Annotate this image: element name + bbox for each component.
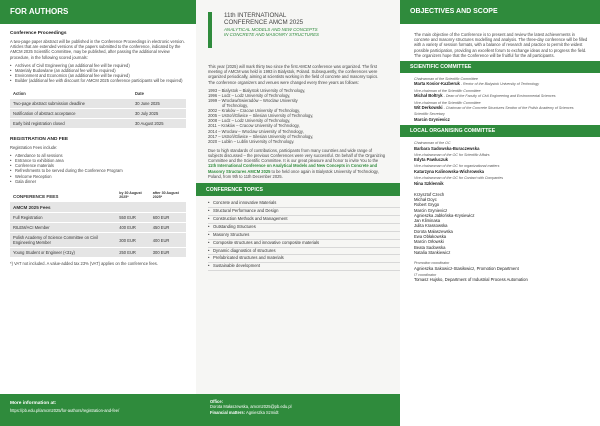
list-item: Natalia Stankiewicz bbox=[414, 249, 451, 255]
table-row bbox=[10, 119, 186, 128]
for-authors-header: FOR AUTHORS bbox=[0, 0, 196, 24]
table-header: Action bbox=[13, 90, 26, 96]
committees-column bbox=[400, 0, 600, 426]
table-cell: 400 EUR bbox=[116, 223, 150, 232]
list-item: • Outstanding Structures bbox=[208, 224, 400, 232]
table-row bbox=[10, 233, 186, 247]
table-cell: 30 June 2025 bbox=[132, 99, 186, 108]
footer-more-info-label: More information at: bbox=[10, 401, 57, 406]
member-name: Tomasz Hujsko, Department of Industrial Process Automation bbox=[414, 277, 528, 283]
promotion-coordinator bbox=[414, 261, 588, 271]
list-item: Beata Sadowska bbox=[414, 244, 446, 250]
list-item: • Composite structures and innovative composite materials bbox=[208, 240, 400, 248]
list-item: Agnieszka Jabłońska-Krysiewicz bbox=[414, 212, 475, 218]
table-cell: 600 EUR bbox=[150, 213, 186, 222]
member-name: Agnieszka Sakowicz-Stasiłowicz, Promotion Department bbox=[414, 265, 519, 271]
list-item: Jan Kliminasa bbox=[414, 218, 441, 224]
member-role: Vice-chairwoman of the OC for Scientific Affairs bbox=[414, 152, 490, 157]
member-role: IT coordinator bbox=[414, 272, 437, 277]
list-item: Robert Grygo bbox=[414, 202, 440, 208]
scientific-committee-header: SCIENTIFIC COMMITTEE bbox=[400, 61, 600, 73]
conference-proceedings-title: Conference Proceedings bbox=[10, 31, 67, 36]
list-item: Julita Krassowska bbox=[414, 223, 448, 229]
organising-member bbox=[414, 164, 588, 174]
organising-committee-header: LOCAL ORGANISING COMMITTEE bbox=[400, 125, 600, 137]
table-row bbox=[10, 213, 186, 222]
financial-contact: Agnieszka Szmidt bbox=[245, 409, 279, 415]
registration-title: REGISTRATION AND FEE bbox=[10, 136, 69, 142]
list-item: 2005 – Ustroń/Gliwice – Silesian University of Technology, bbox=[208, 113, 314, 119]
list-item: Marcin Orłowski bbox=[414, 239, 444, 245]
list-item: • Builder (additional fee with discount for AMCM 2025 conference participants will be required) bbox=[10, 78, 186, 83]
invitation-text bbox=[208, 148, 386, 179]
fees-table bbox=[10, 188, 186, 258]
conference-info-column bbox=[196, 0, 400, 426]
member-name: Nina Szklennik bbox=[414, 180, 444, 186]
table-header: by 30 August 2025* bbox=[119, 191, 142, 200]
invitation-part-2: to be held once again in Bialystok University of Technology, Poland, from 9th to 11th December 2025. bbox=[208, 168, 379, 179]
list-item: Marcin Grynievicz bbox=[414, 207, 448, 213]
table-cell: 450 EUR bbox=[150, 223, 186, 232]
list-item: Michał Doyc bbox=[414, 197, 437, 202]
list-item: 1993 – Bialystok – Bialystok University of Technology, bbox=[208, 87, 306, 93]
office-label: Office: bbox=[210, 399, 223, 404]
for-authors-footer bbox=[0, 394, 196, 426]
member-role: Vice-chairman of the Scientific Committee bbox=[414, 100, 481, 105]
table-cell: 300 EUR bbox=[150, 248, 186, 257]
organising-member bbox=[414, 176, 588, 186]
list-item: • Entrance to exhibition area bbox=[10, 158, 186, 163]
title-line-1: 11th INTERNATIONAL bbox=[224, 12, 287, 19]
member-role: Chairwoman of the Scientific Committee bbox=[414, 77, 478, 82]
organising-member bbox=[414, 141, 588, 151]
table-cell: RILEM/ACI Member bbox=[10, 223, 116, 232]
table-cell: 550 EUR bbox=[116, 213, 150, 222]
list-item: 1996 – Lodz – Lodz University of Technology, bbox=[208, 92, 291, 98]
fees-table-title: AMCM 2025 Fees bbox=[10, 202, 186, 212]
member-note: - Rector of the Bialystok University of Technology bbox=[459, 82, 540, 87]
dates-table bbox=[10, 88, 186, 129]
table-header: CONFERENCE FEES bbox=[13, 194, 59, 200]
table-cell: Full Registration bbox=[10, 213, 116, 222]
member-name: Edyta Pawluczuk bbox=[414, 157, 448, 163]
registration-fees-intro: Registration Fees include: bbox=[10, 144, 58, 150]
list-item: 2017 – Ustroń/Gliwice – Silesian University of Technology, bbox=[208, 133, 314, 139]
member-role: Chairwoman of the OC bbox=[414, 141, 451, 146]
scientific-member bbox=[414, 77, 588, 87]
list-item: 2002 – Kraków – Cracow University of Technology, bbox=[208, 108, 301, 114]
list-item: 2008 – Lodz – Lodz University of Technology, bbox=[208, 118, 291, 124]
invitation-part-1: Due to high standards of contributions, participants from many countries and wide range of subjects discussed – the previous Conferences were very successful. On behalf of the Organizing Committee and the Scientific Committee. It is our great pleasure and honor to invite You to the bbox=[208, 147, 386, 164]
history-list bbox=[208, 88, 386, 144]
logo-accent-bar bbox=[208, 12, 212, 48]
title-subtitle-1: ANALYTICAL MODELS AND NEW CONCEPTS bbox=[224, 26, 318, 32]
table-header: Date bbox=[135, 90, 144, 96]
list-item: 1999 – Wroclaw/Swieradów – Wroclaw University bbox=[208, 98, 298, 103]
fee-includes-list bbox=[10, 153, 186, 184]
list-item: • Gala dinner bbox=[10, 179, 186, 184]
scientific-member bbox=[414, 112, 588, 122]
member-name: Marcin Grynievicz bbox=[414, 116, 450, 122]
journals-list bbox=[10, 63, 186, 84]
member-note: - Chairman of the Concrete Structures Section of the Polish Academy of Sciences bbox=[442, 106, 574, 111]
member-name: Barbara Sadowska-Buraczewska bbox=[414, 145, 480, 151]
table-cell: 400 EUR bbox=[150, 233, 186, 247]
list-item: • Concrete and innovative Materials bbox=[208, 200, 400, 208]
list-item: • Prefabricated structures and materials bbox=[208, 255, 400, 263]
members-list bbox=[414, 192, 588, 256]
table-cell: 250 EUR bbox=[116, 248, 150, 257]
list-item: 2011 – Kraków – Cracow University of Technology, bbox=[208, 123, 300, 129]
table-cell: Polish Academy of Science Committee on Civil Engineering Member bbox=[10, 233, 116, 247]
list-item: • Refreshments to be served during the Conference Program bbox=[10, 168, 186, 173]
table-cell: Two-page abstract submission deadline bbox=[10, 99, 132, 108]
list-item: 2014 – Wroclaw – Wroclaw University of Technology, bbox=[208, 128, 304, 134]
list-item: • Masonry Structures bbox=[208, 232, 400, 240]
table-row bbox=[10, 109, 186, 118]
table-cell: 300 EUR bbox=[116, 233, 150, 247]
list-item: • Archives of Civil Engineering (an additional fee will be required) bbox=[10, 63, 186, 68]
table-row bbox=[10, 248, 186, 257]
list-item: • Construction Methods and Management bbox=[208, 216, 400, 224]
member-role: Promotion coordinator bbox=[414, 261, 450, 266]
list-item: 2020 – Lublin – Lublin University of Technology. bbox=[208, 138, 295, 144]
topics-list bbox=[196, 200, 400, 271]
member-role: Scientific Secretary bbox=[414, 112, 445, 117]
list-item: of Technology, bbox=[222, 103, 249, 109]
list-item: • Attendance to all sessions bbox=[10, 153, 186, 158]
table-cell: Young Student or Engineer (<31y) bbox=[10, 248, 116, 257]
list-item: • Welcome Reception bbox=[10, 174, 186, 179]
member-note: - Dean of the Faculty of Civil Engineering and Environmental Sciences bbox=[442, 94, 556, 99]
member-name: Katarzyna Kalinowska-Wichrowska bbox=[414, 168, 485, 174]
objectives-header: OBJECTIVES AND SCOPE bbox=[400, 0, 600, 24]
vat-note: *) VAT not included. A value-added tax 23% (VAT) applies on the conference fees. bbox=[10, 261, 158, 267]
objectives-text: The main objective of the Conference is to present and review the latest achievements in concrete and masonry structures modelling and analysis. The three-day conference will be filled with a variety of session formats, with a balance of research and practice to permit the widest possible participation, providing an excellent forum to exchange ideas and to progress the field. The organizers hope that the Conference will be fruitful for the all participants. bbox=[414, 32, 588, 58]
title-line-2: CONFERENCE AMCM 2025 bbox=[224, 19, 304, 27]
list-item: • Structural Performance and Design bbox=[208, 208, 400, 216]
member-role: Vice-chairwoman of the OC for Contact with Companies bbox=[414, 176, 504, 181]
for-authors-column bbox=[0, 0, 196, 426]
table-row bbox=[10, 99, 186, 108]
table-cell: Early bird registration closed bbox=[10, 119, 132, 128]
title-subtitle-2: IN CONCRETE AND MASONRY STRUCTURES bbox=[224, 32, 319, 38]
list-item: • Sustainable development bbox=[208, 263, 400, 271]
table-cell: 30 July 2025 bbox=[132, 109, 186, 118]
table-cell: 30 August 2025 bbox=[132, 119, 186, 128]
table-row bbox=[10, 223, 186, 232]
list-item: • Environment and Economics (an additional fee will be required) bbox=[10, 73, 186, 78]
member-role: Vice-chairman of the Scientific Committee bbox=[414, 88, 481, 93]
member-name: Marta Kosior-Kazberuk bbox=[414, 81, 460, 87]
list-item: Ewa Obłakowska bbox=[414, 234, 447, 240]
intro-text: This year (2025) will mark thirty two since the first AMCM conference was organized. The first meeting of AMCM was held in 1993 in Bialystok, Poland. Subsequently, the conferences were organized periodically, aiming at scientists working in the field of concrete and masonry topics. The conference organizers and venues were changed every three years as follows: bbox=[208, 64, 379, 85]
invitation-conference-name: 11th International Conference on Analytical Models and New Concepts in Concrete and Masonry Structures AMCM 2025 bbox=[208, 163, 378, 174]
office-contact[interactable]: Dorota Małaszewska, amcm2025@pb.edu.pl bbox=[210, 404, 292, 410]
conference-topics-header: CONFERENCE TOPICS bbox=[196, 183, 400, 196]
proceedings-text: A two-page paper abstract will be published in the Conference Proceedings in electronic version. Articles that are extended versions of the papers submitted to the conference, indicated by the AMCM 2025 Scientific Committee, may be published, after passing the additional review procedure, in the following scored journals: bbox=[10, 39, 185, 60]
conference-title-block bbox=[196, 0, 400, 62]
table-cell: Notification of abstract acceptance bbox=[10, 109, 132, 118]
list-item: • Materialy Budowlane (an additional fee will be required) bbox=[10, 68, 186, 73]
list-item: Dorota Małaszewska bbox=[414, 228, 453, 234]
organising-member bbox=[414, 153, 588, 163]
scientific-member bbox=[414, 89, 588, 99]
footer-registration-link[interactable]: https://pb.edu.pl/amcm2025/for-authors/registration-and-fee/ bbox=[10, 408, 120, 413]
member-name: Michał Bołtryk bbox=[414, 93, 443, 99]
member-name: Wit Derkowski bbox=[414, 105, 443, 111]
list-item: • Dynamic diagnostics of structures bbox=[208, 248, 400, 256]
contact-footer bbox=[196, 394, 400, 426]
financial-label: Financial matters: bbox=[210, 409, 246, 415]
member-role: Vice-chairwoman of the OC for organizational matters bbox=[414, 164, 500, 169]
list-item: Krzysztof Czech bbox=[414, 191, 445, 197]
it-coordinator bbox=[414, 273, 588, 283]
list-item: • Conference materials bbox=[10, 163, 186, 168]
table-header: after 30 August 2025* bbox=[152, 191, 179, 200]
scientific-member bbox=[414, 101, 588, 111]
